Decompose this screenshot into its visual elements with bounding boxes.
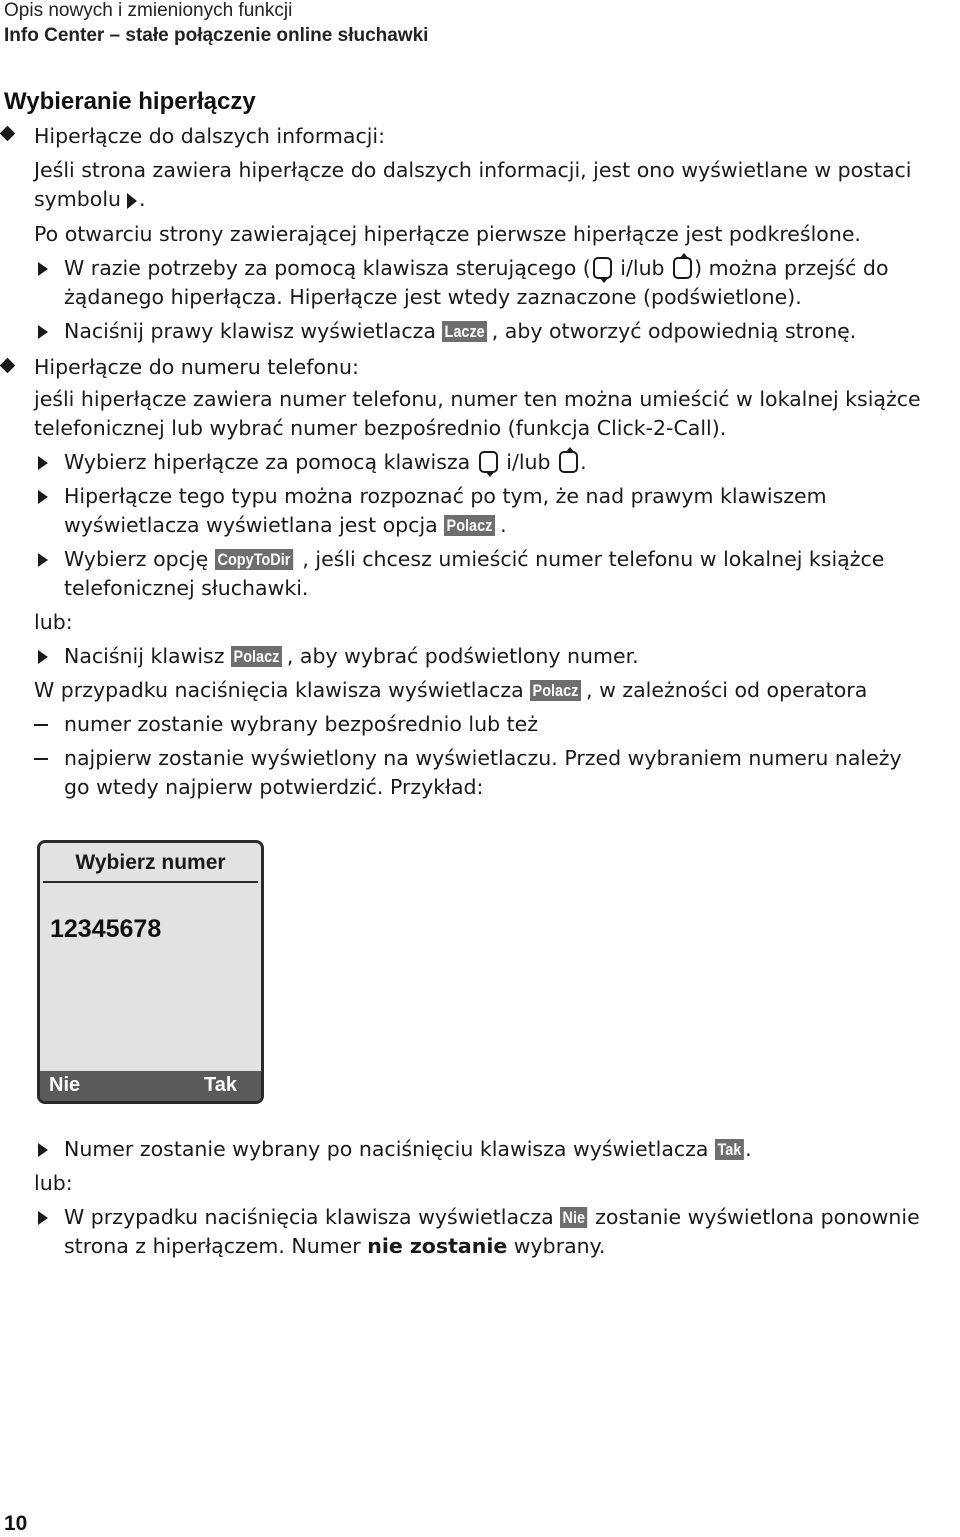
paragraph: jeśli hiperłącze zawiera numer telefonu, numer ten można umieścić w lokalnej książce [34, 387, 921, 411]
page-number: 10 [4, 1512, 28, 1535]
display-right-softkey: Tak [204, 1074, 237, 1096]
arrow-right-icon [38, 325, 48, 339]
bullet-diamond-icon [0, 358, 15, 374]
paragraph: Po otwarciu strony zawierającej hiperłącze pierwsze hiperłącze jest podkreślone. [34, 222, 861, 246]
nav-down-key-icon [479, 451, 498, 473]
step-text: Naciśnij prawy klawisz wyświetlacza Lacze , aby otworzyć odpowiednią stronę. [64, 319, 857, 343]
step-text: W przypadku naciśnięcia klawisza wyświetlacza Nie zostanie wyświetlona ponownie [64, 1205, 920, 1229]
arrow-right-icon [38, 650, 48, 664]
paragraph: symbolu . [34, 187, 146, 211]
nav-up-key-icon [673, 257, 692, 279]
step-text: telefonicznej słuchawki. [64, 576, 309, 600]
arrow-right-icon [38, 262, 48, 276]
paragraph: telefonicznej lub wybrać numer bezpośrednio (funkcja Click-2-Call). [34, 416, 727, 440]
handset-display [37, 840, 264, 1104]
arrow-right-icon [38, 1143, 48, 1157]
running-header-section: Opis nowych i zmienionych funkcji [4, 0, 293, 21]
or-label: lub: [34, 610, 73, 634]
dash-text: go wtedy najpierw potwierdzić. Przykład: [64, 775, 484, 799]
step-text: W razie potrzeby za pomocą klawisza sterującego ( i/lub ) można przejść do [64, 256, 889, 280]
bullet-title: Hiperłącze do numeru telefonu: [34, 355, 359, 379]
display-softkey-bar [40, 1071, 261, 1101]
softkey-copytodir: CopyToDir [215, 549, 293, 570]
paragraph: Jeśli strona zawiera hiperłącze do dalszych informacji, jest ono wyświetlane w postaci [34, 158, 912, 182]
display-title: Wybierz numer [75, 851, 226, 874]
arrow-right-icon [38, 553, 48, 567]
softkey-polacz: Polacz [231, 646, 282, 667]
dash-text: najpierw zostanie wyświetlony na wyświetlaczu. Przed wybraniem numeru należy [64, 746, 902, 770]
step-text: Wybierz hiperłącze za pomocą klawisza i/lub . [64, 450, 587, 474]
step-text: wyświetlacza wyświetlana jest opcja Polacz . [64, 513, 507, 537]
display-left-softkey: Nie [49, 1074, 81, 1096]
section-title: Wybieranie hiperłączy [4, 88, 256, 115]
dash-bullet [34, 724, 48, 726]
step-text: Wybierz opcję CopyToDir , jeśli chcesz umieścić numer telefonu w lokalnej książce [64, 547, 885, 571]
step-text: strona z hiperłączem. Numer nie zostanie wybrany. [64, 1234, 606, 1258]
link-symbol-icon [127, 193, 137, 209]
dash-text: numer zostanie wybrany bezpośrednio lub też [64, 712, 539, 736]
arrow-right-icon [38, 1211, 48, 1225]
arrow-right-icon [38, 456, 48, 470]
step-text: Hiperłącze tego typu można rozpoznać po tym, że nad prawym klawiszem [64, 484, 827, 508]
softkey-tak: Tak [715, 1139, 744, 1160]
softkey-nie: Nie [560, 1207, 588, 1228]
arrow-right-icon [38, 490, 48, 504]
nav-down-key-icon [593, 257, 612, 279]
display-divider [43, 881, 258, 883]
step-text: Numer zostanie wybrany po naciśnięciu klawisza wyświetlacza Tak . [64, 1137, 752, 1161]
softkey-lacze: Lacze [442, 321, 487, 342]
running-header-topic: Info Center – stałe połączenie online słuchawki [4, 25, 429, 46]
softkey-polacz: Polacz [444, 515, 495, 536]
softkey-polacz: Polacz [530, 680, 581, 701]
display-number: 12345678 [50, 915, 162, 943]
bullet-diamond-icon [0, 126, 15, 142]
step-text: żądanego hiperłącza. Hiperłącze jest wtedy zaznaczone (podświetlone). [64, 285, 802, 309]
or-label: lub: [34, 1171, 73, 1195]
dash-bullet [34, 758, 48, 760]
nav-up-key-icon [559, 451, 578, 473]
bullet-title: Hiperłącze do dalszych informacji: [34, 124, 386, 148]
step-text: Naciśnij klawisz Polacz , aby wybrać podświetlony numer. [64, 644, 639, 668]
paragraph: W przypadku naciśnięcia klawisza wyświetlacza Polacz , w zależności od operatora [34, 678, 868, 702]
